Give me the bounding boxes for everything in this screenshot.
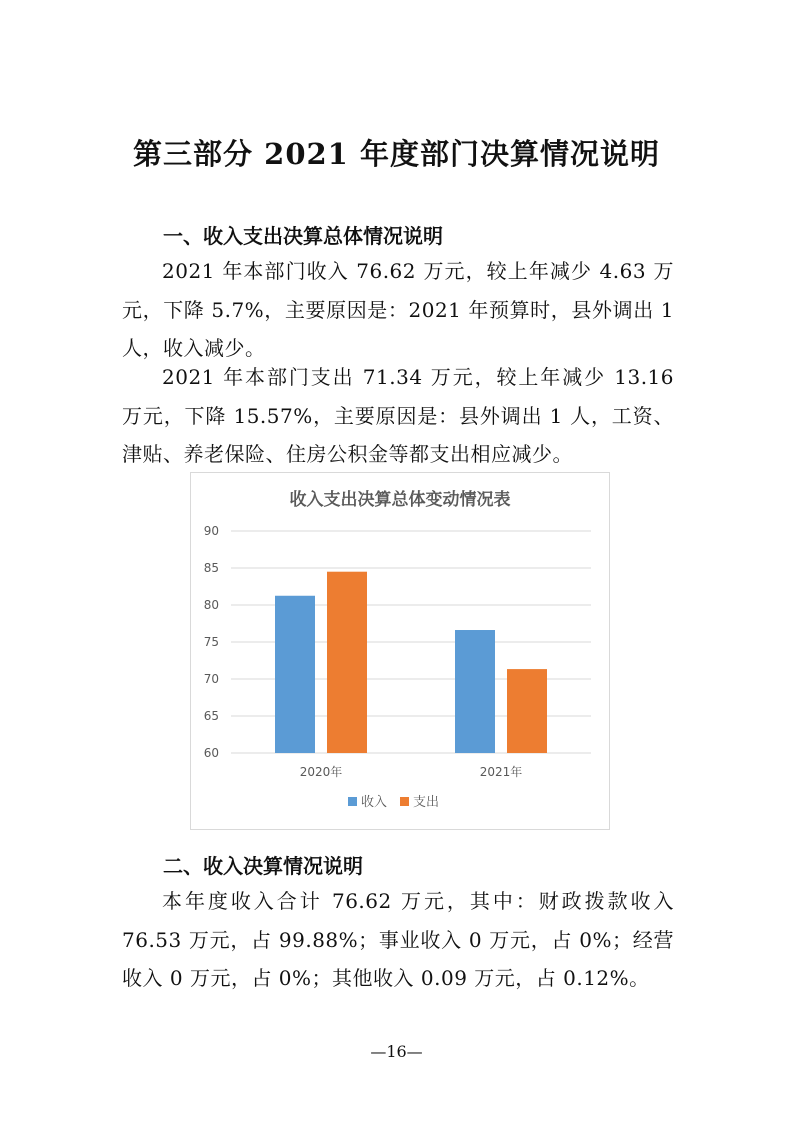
y-tick-label: 85 [203, 561, 219, 575]
paragraph-expense-summary: 2021 年本部门支出 71.34 万元，较上年减少 13.16 万元，下降 15.57%，主要原因是：县外调出 1 人，工资、津贴、养老保险、住房公积金等都支出相应减少。 [122, 365, 674, 466]
legend-label: 收入 [361, 795, 388, 810]
section-heading-income: 二、收入决算情况说明 [163, 854, 363, 878]
legend-swatch-收入 [348, 797, 357, 806]
y-tick-label: 75 [203, 635, 219, 649]
bar-收入-2020年 [275, 596, 315, 753]
bar-收入-2021年 [455, 630, 495, 753]
y-tick-label: 60 [203, 746, 219, 760]
paragraph-income-summary: 2021 年本部门收入 76.62 万元，较上年减少 4.63 万元，下降 5.7%，主要原因是：2021 年预算时，县外调出 1 人，收入减少。 [122, 259, 674, 360]
paragraph-income-detail: 本年度收入合计 76.62 万元，其中：财政拨款收入 76.53 万元，占 99.88%；事业收入 0 万元，占 0%；经营收入 0 万元，占 0%；其他收入 0.09 万元，占 0.12%。 [122, 889, 674, 990]
income-expense-chart [191, 473, 609, 829]
chart-container [190, 472, 610, 830]
legend-swatch-支出 [400, 797, 409, 806]
section-heading-overall: 一、收入支出决算总体情况说明 [163, 224, 443, 248]
y-tick-label: 80 [203, 598, 219, 612]
page-title: 第三部分 2021 年度部门决算情况说明 [133, 137, 660, 171]
bar-支出-2021年 [507, 669, 547, 753]
page-number: —16— [370, 1042, 423, 1061]
y-tick-label: 65 [203, 709, 219, 723]
legend-label: 支出 [413, 795, 440, 810]
y-tick-label: 70 [203, 672, 219, 686]
bar-支出-2020年 [327, 572, 367, 753]
x-tick-label: 2020年 [299, 765, 343, 779]
chart-title: 收入支出决算总体变动情况表 [289, 490, 511, 510]
y-tick-label: 90 [203, 524, 219, 538]
x-tick-label: 2021年 [479, 765, 523, 779]
